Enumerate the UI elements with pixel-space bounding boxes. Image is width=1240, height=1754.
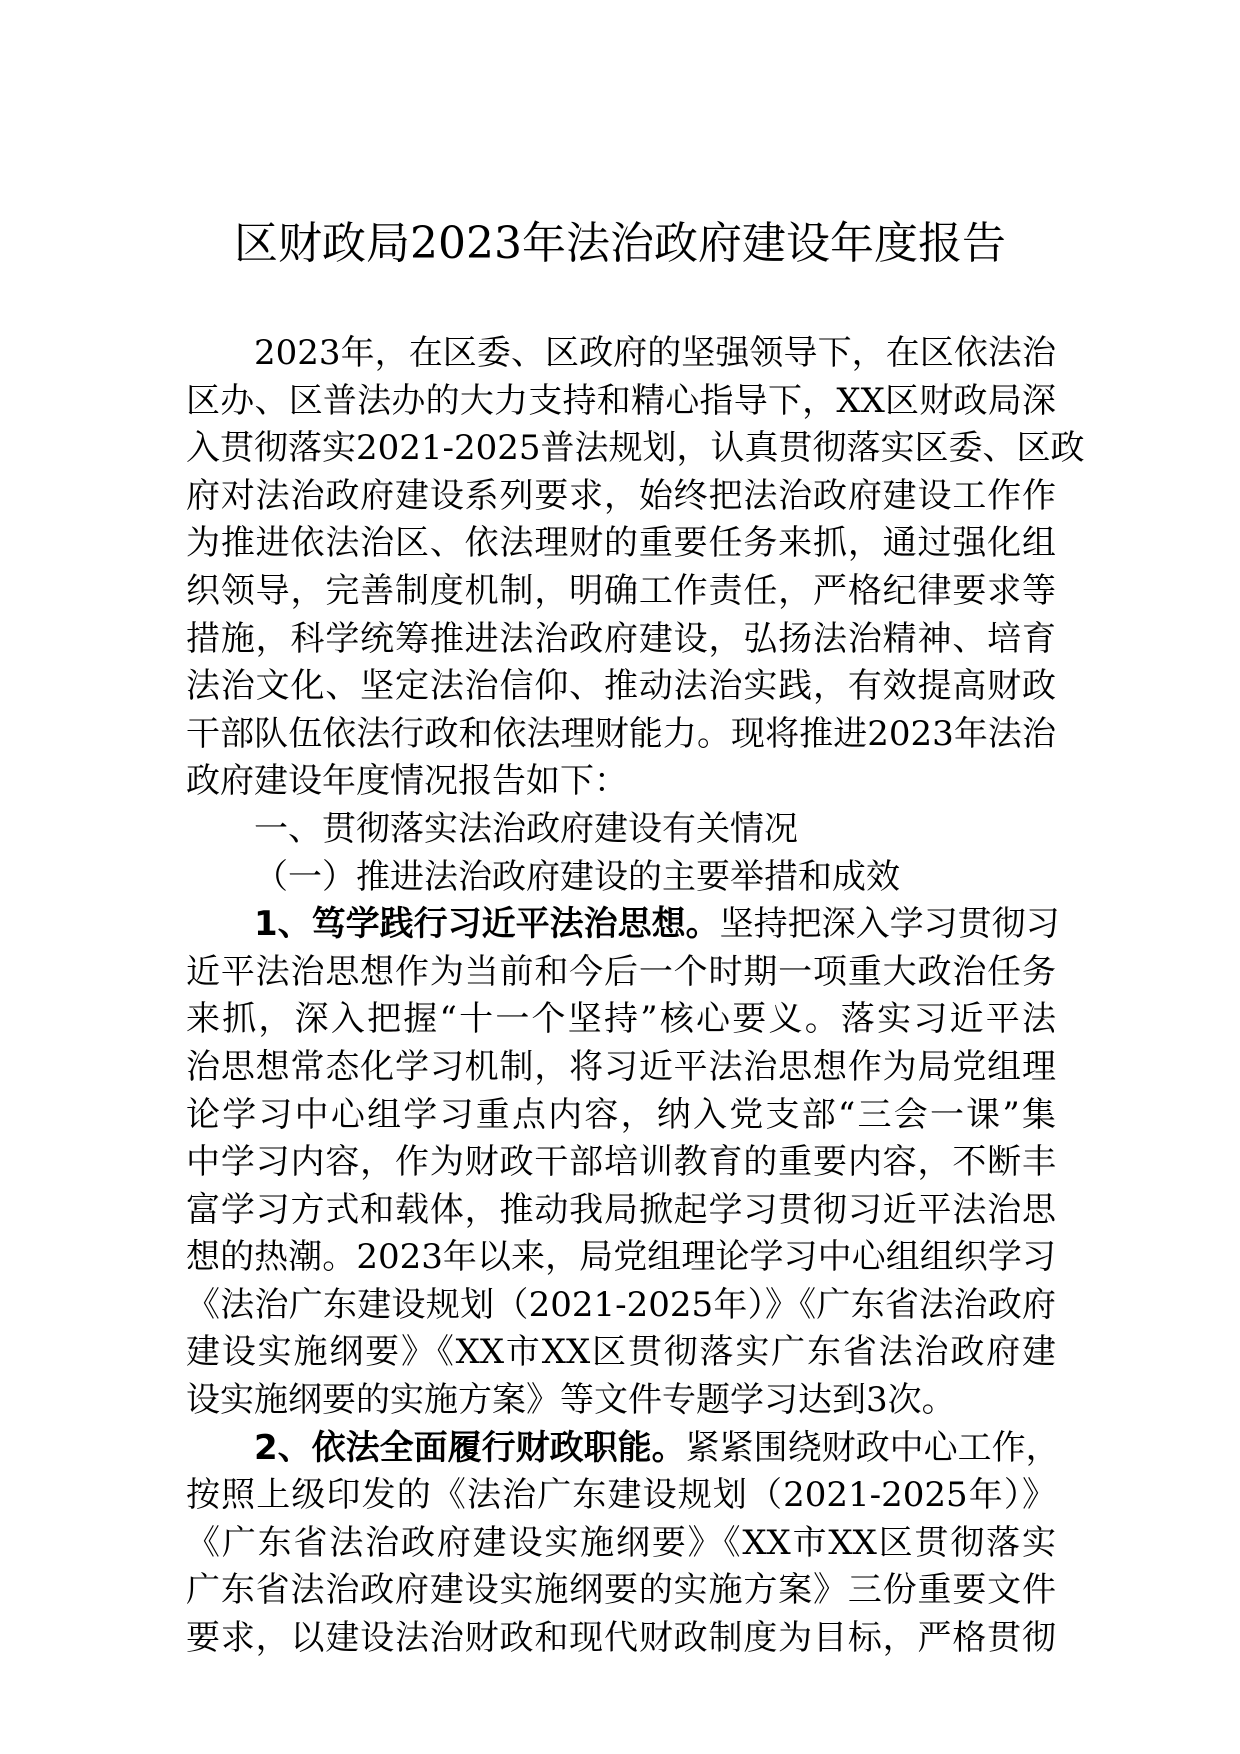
body-line: 设实施纲要的实施方案》等文件专题学习达到3次。 [186, 1380, 956, 1421]
body-line: 按照上级印发的《法治广东建设规划（2021-2025年）》 [186, 1475, 1056, 1516]
body-line: 要求，以建设法治财政和现代财政制度为目标，严格贯彻 [186, 1618, 1056, 1659]
body-line: 《广东省法治政府建设实施纲要》《XX市XX区贯彻落实 [186, 1522, 1056, 1563]
body-line: 想的热潮。2023年以来，局党组理论学习中心组组织学习 [186, 1237, 1056, 1278]
body-line: 中学习内容，作为财政干部培训教育的重要内容，不断丰 [186, 1142, 1056, 1183]
page-title: 区财政局2023年法治政府建设年度报告 [234, 218, 1006, 269]
report-body [186, 330, 1085, 1663]
body-line: 2023年，在区委、区政府的坚强领导下，在区依法治 [254, 333, 1056, 373]
body-line: 《法治广东建设规划（2021-2025年）》《广东省法治政府 [186, 1284, 1056, 1325]
item-1-first-line [186, 901, 1060, 949]
body-line: 近平法治思想作为当前和今后一个时期一项重大政治任务 [186, 951, 1056, 992]
item-2-first-line [186, 1425, 1060, 1473]
subsection-heading: （一）推进法治政府建设的主要举措和成效 [254, 856, 900, 897]
section-heading: 一、贯彻落实法治政府建设有关情况 [254, 808, 798, 849]
body-line: 政府建设年度情况报告如下： [186, 761, 628, 802]
body-line: 入贯彻落实2021-2025普法规划，认真贯彻落实区委、区政 [186, 428, 1085, 469]
body-line: 干部队伍依法行政和依法理财能力。现将推进2023年法治 [186, 713, 1056, 754]
body-line: 论学习中心组学习重点内容，纳入党支部“三会一课”集 [186, 1094, 1056, 1135]
body-line: 法治文化、坚定法治信仰、推动法治实践，有效提高财政 [186, 666, 1056, 707]
body-line: 来抓，深入把握“十一个坚持”核心要义。落实习近平法 [186, 999, 1056, 1040]
body-line: 建设实施纲要》《XX市XX区贯彻落实广东省法治政府建 [186, 1332, 1056, 1373]
body-line: 织领导，完善制度机制，明确工作责任，严格纪律要求等 [186, 570, 1056, 611]
item-1-heading: 1、笃学践行习近平法治思想。 [254, 904, 720, 945]
body-line: 富学习方式和载体，推动我局掀起学习贯彻习近平法治思 [186, 1189, 1056, 1230]
body-line: 府对法治政府建设系列要求，始终把法治政府建设工作作 [186, 475, 1056, 516]
body-line: 措施，科学统筹推进法治政府建设，弘扬法治精神、培育 [186, 618, 1056, 659]
body-line: 广东省法治政府建设实施纲要的实施方案》三份重要文件 [186, 1570, 1056, 1611]
item-2-lead: 紧紧围绕财政中心工作， [685, 1427, 1060, 1468]
item-2-heading: 2、依法全面履行财政职能。 [254, 1427, 686, 1468]
body-line: 区办、区普法办的大力支持和精心指导下，XX区财政局深 [186, 380, 1056, 421]
body-line: 治思想常态化学习机制，将习近平法治思想作为局党组理 [186, 1046, 1056, 1087]
item-1-lead: 坚持把深入学习贯彻习 [719, 904, 1060, 945]
body-line: 为推进依法治区、依法理财的重要任务来抓，通过强化组 [186, 523, 1056, 564]
